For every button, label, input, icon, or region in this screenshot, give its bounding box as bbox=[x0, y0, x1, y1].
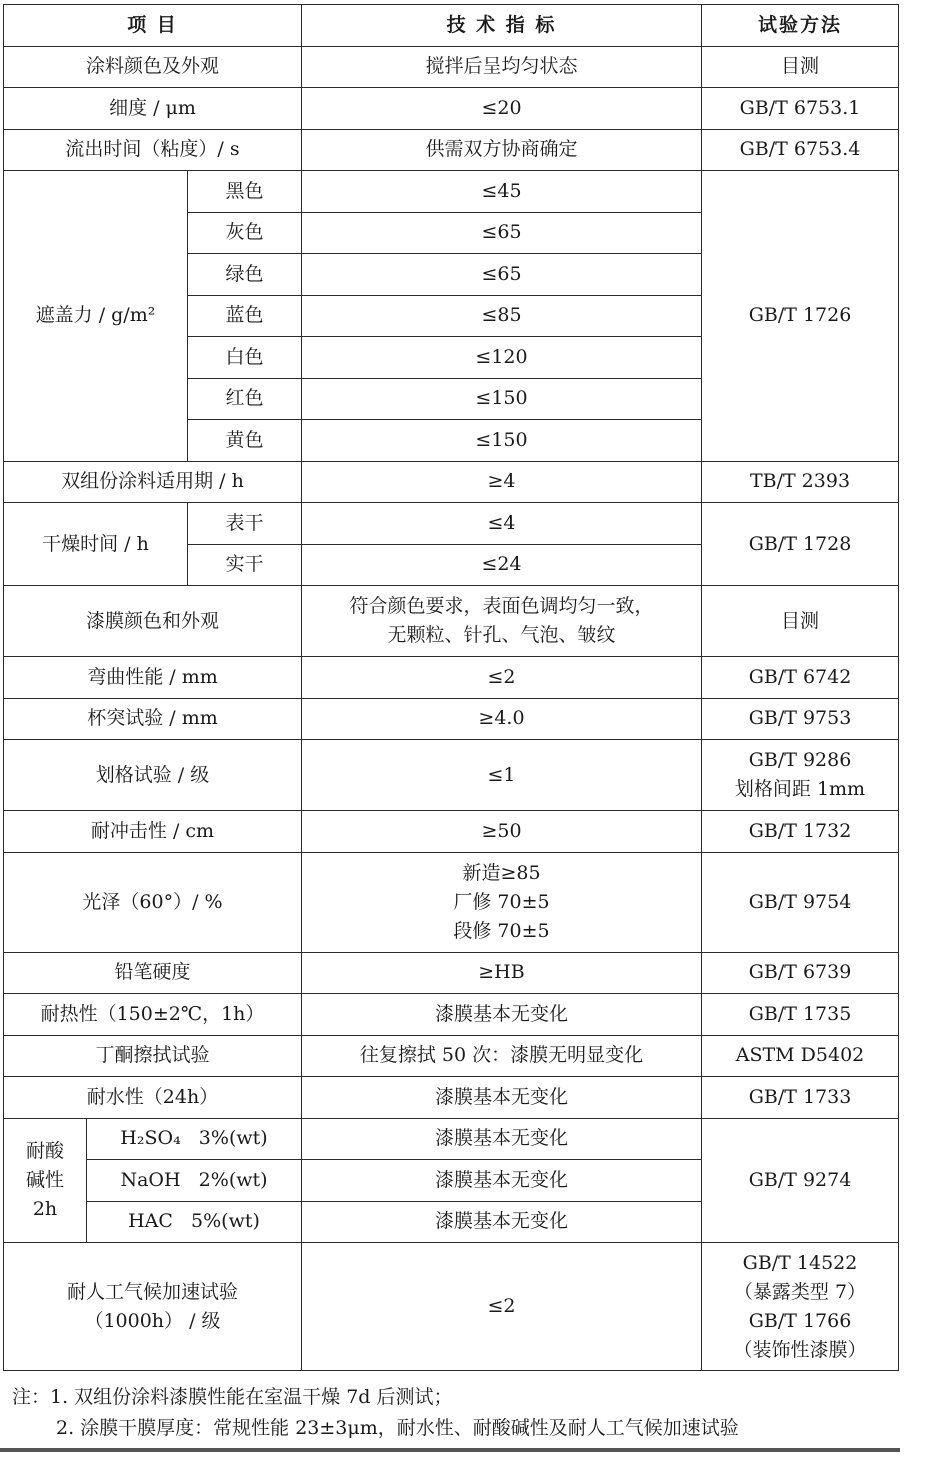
row-item: 耐热性（150±2℃，1h） bbox=[4, 994, 302, 1036]
table-row bbox=[4, 657, 899, 699]
row-method: GB/T 1735 bbox=[702, 994, 899, 1036]
row-item: 铅笔硬度 bbox=[4, 952, 302, 994]
row-spec: 漆膜基本无变化 bbox=[302, 994, 702, 1036]
row-method: GB/T 6753.4 bbox=[702, 129, 899, 171]
table-row bbox=[4, 1035, 899, 1077]
sub-item: 黑色 bbox=[188, 171, 302, 213]
row-item: 丁酮擦拭试验 bbox=[4, 1035, 302, 1077]
row-method: GB/T 1726 bbox=[702, 171, 899, 462]
table-row bbox=[4, 740, 899, 811]
method-line: 划格间距 1mm bbox=[734, 778, 866, 800]
note-line: 注：1. 双组份涂料漆膜性能在室温干燥 7d 后测试； bbox=[12, 1386, 453, 1408]
row-spec: 供需双方协商确定 bbox=[302, 129, 702, 171]
row-spec: ≤65 bbox=[302, 212, 702, 254]
item-line: 耐人工气候加速试验 bbox=[66, 1280, 238, 1303]
table-row bbox=[4, 1118, 899, 1160]
sub-item: NaOH 2%(wt) bbox=[87, 1160, 302, 1202]
method-line: （装饰性漆膜） bbox=[733, 1338, 867, 1361]
row-spec: 漆膜基本无变化 bbox=[302, 1160, 702, 1202]
item-line: （1000h） / 级 bbox=[84, 1309, 221, 1332]
row-method: GB/T 1732 bbox=[702, 811, 899, 853]
row-spec: ≤24 bbox=[302, 544, 702, 586]
row-item: 细度 / μm bbox=[4, 88, 302, 130]
row-spec: ≤4 bbox=[302, 503, 702, 545]
table-notes bbox=[12, 1382, 912, 1444]
row-item: 划格试验 / 级 bbox=[4, 740, 302, 811]
row-method: GB/T 1728 bbox=[702, 503, 899, 586]
method-line: GB/T 9286 bbox=[748, 749, 852, 771]
sub-item: 红色 bbox=[188, 378, 302, 420]
row-method: GB/T 9274 bbox=[702, 1118, 899, 1243]
header-method: 试验方法 bbox=[702, 5, 899, 47]
row-spec: ≤85 bbox=[302, 295, 702, 337]
sub-item: 实干 bbox=[188, 544, 302, 586]
table-row bbox=[4, 952, 899, 994]
item-line: 耐酸 bbox=[25, 1139, 64, 1162]
row-method: 目测 bbox=[702, 46, 899, 88]
sub-item: 灰色 bbox=[188, 212, 302, 254]
sub-item: 蓝色 bbox=[188, 295, 302, 337]
row-spec: ≥HB bbox=[302, 952, 702, 994]
row-spec: ≤20 bbox=[302, 88, 702, 130]
table-row bbox=[4, 698, 899, 740]
row-spec: ≤2 bbox=[302, 657, 702, 699]
row-item: 漆膜颜色和外观 bbox=[4, 586, 302, 657]
sub-item: 白色 bbox=[188, 337, 302, 379]
row-item bbox=[4, 1118, 87, 1243]
row-spec bbox=[302, 586, 702, 657]
spec-line: 无颗粒、针孔、气泡、皱纹 bbox=[387, 624, 616, 646]
header-item: 项 目 bbox=[4, 5, 302, 47]
row-spec: 搅拌后呈均匀状态 bbox=[302, 46, 702, 88]
row-item: 遮盖力 / g/m² bbox=[4, 171, 188, 462]
table-row bbox=[4, 994, 899, 1036]
row-spec: 漆膜基本无变化 bbox=[302, 1201, 702, 1243]
row-spec: ≥50 bbox=[302, 811, 702, 853]
row-method bbox=[702, 1243, 899, 1371]
row-item: 耐水性（24h） bbox=[4, 1077, 302, 1119]
spec-table bbox=[3, 4, 899, 1371]
method-line: （暴露类型 7） bbox=[733, 1280, 867, 1303]
row-method: GB/T 6742 bbox=[702, 657, 899, 699]
row-method: GB/T 9753 bbox=[702, 698, 899, 740]
sub-item: 绿色 bbox=[188, 254, 302, 296]
row-spec: ≥4 bbox=[302, 461, 702, 503]
row-item: 流出时间（粘度）/ s bbox=[4, 129, 302, 171]
row-spec: ≤150 bbox=[302, 378, 702, 420]
item-line: 碱性 bbox=[25, 1168, 64, 1191]
row-item: 光泽（60°）/ % bbox=[4, 852, 302, 952]
spec-line: 符合颜色要求，表面色调均匀一致， bbox=[349, 595, 654, 617]
table-row bbox=[4, 586, 899, 657]
table-row bbox=[4, 129, 899, 171]
table-row bbox=[4, 171, 899, 213]
table-row bbox=[4, 461, 899, 503]
sub-item: 黄色 bbox=[188, 420, 302, 462]
table-row bbox=[4, 503, 899, 545]
row-spec: ≥4.0 bbox=[302, 698, 702, 740]
row-item bbox=[4, 1243, 302, 1371]
row-method: GB/T 1733 bbox=[702, 1077, 899, 1119]
row-item: 双组份涂料适用期 / h bbox=[4, 461, 302, 503]
table-row bbox=[4, 1077, 899, 1119]
table-row bbox=[4, 46, 899, 88]
table-row bbox=[4, 811, 899, 853]
note-line: 2. 涂膜干膜厚度：常规性能 23±3μm，耐水性、耐酸碱性及耐人工气候加速试验 bbox=[56, 1417, 739, 1439]
row-method bbox=[702, 740, 899, 811]
row-method: GB/T 6739 bbox=[702, 952, 899, 994]
row-method: 目测 bbox=[702, 586, 899, 657]
row-spec: ≤1 bbox=[302, 740, 702, 811]
sub-item: HAC 5%(wt) bbox=[87, 1201, 302, 1243]
row-item: 弯曲性能 / mm bbox=[4, 657, 302, 699]
table-row bbox=[4, 88, 899, 130]
row-item: 耐冲击性 / cm bbox=[4, 811, 302, 853]
item-line: 2h bbox=[32, 1197, 58, 1220]
row-method: GB/T 9754 bbox=[702, 852, 899, 952]
sub-item: H₂SO₄ 3%(wt) bbox=[87, 1118, 302, 1160]
spec-line: 段修 70±5 bbox=[453, 919, 550, 942]
row-spec: 漆膜基本无变化 bbox=[302, 1077, 702, 1119]
spec-line: 厂修 70±5 bbox=[453, 890, 550, 913]
row-spec: ≤120 bbox=[302, 337, 702, 379]
row-method: ASTM D5402 bbox=[702, 1035, 899, 1077]
row-spec: 往复擦拭 50 次：漆膜无明显变化 bbox=[302, 1035, 702, 1077]
row-spec: ≤65 bbox=[302, 254, 702, 296]
method-line: GB/T 1766 bbox=[748, 1309, 852, 1332]
row-spec: ≤150 bbox=[302, 420, 702, 462]
row-method: TB/T 2393 bbox=[702, 461, 899, 503]
bottom-divider bbox=[0, 1448, 900, 1452]
table-row bbox=[4, 1243, 899, 1371]
row-item: 涂料颜色及外观 bbox=[4, 46, 302, 88]
header-spec: 技 术 指 标 bbox=[302, 5, 702, 47]
spec-line: 新造≥85 bbox=[462, 861, 541, 884]
table-header-row bbox=[4, 5, 899, 47]
row-spec bbox=[302, 852, 702, 952]
row-spec: ≤2 bbox=[302, 1243, 702, 1371]
row-item: 干燥时间 / h bbox=[4, 503, 188, 586]
row-spec: 漆膜基本无变化 bbox=[302, 1118, 702, 1160]
row-item: 杯突试验 / mm bbox=[4, 698, 302, 740]
table-row bbox=[4, 852, 899, 952]
row-spec: ≤45 bbox=[302, 171, 702, 213]
row-method: GB/T 6753.1 bbox=[702, 88, 899, 130]
method-line: GB/T 14522 bbox=[742, 1251, 858, 1274]
sub-item: 表干 bbox=[188, 503, 302, 545]
